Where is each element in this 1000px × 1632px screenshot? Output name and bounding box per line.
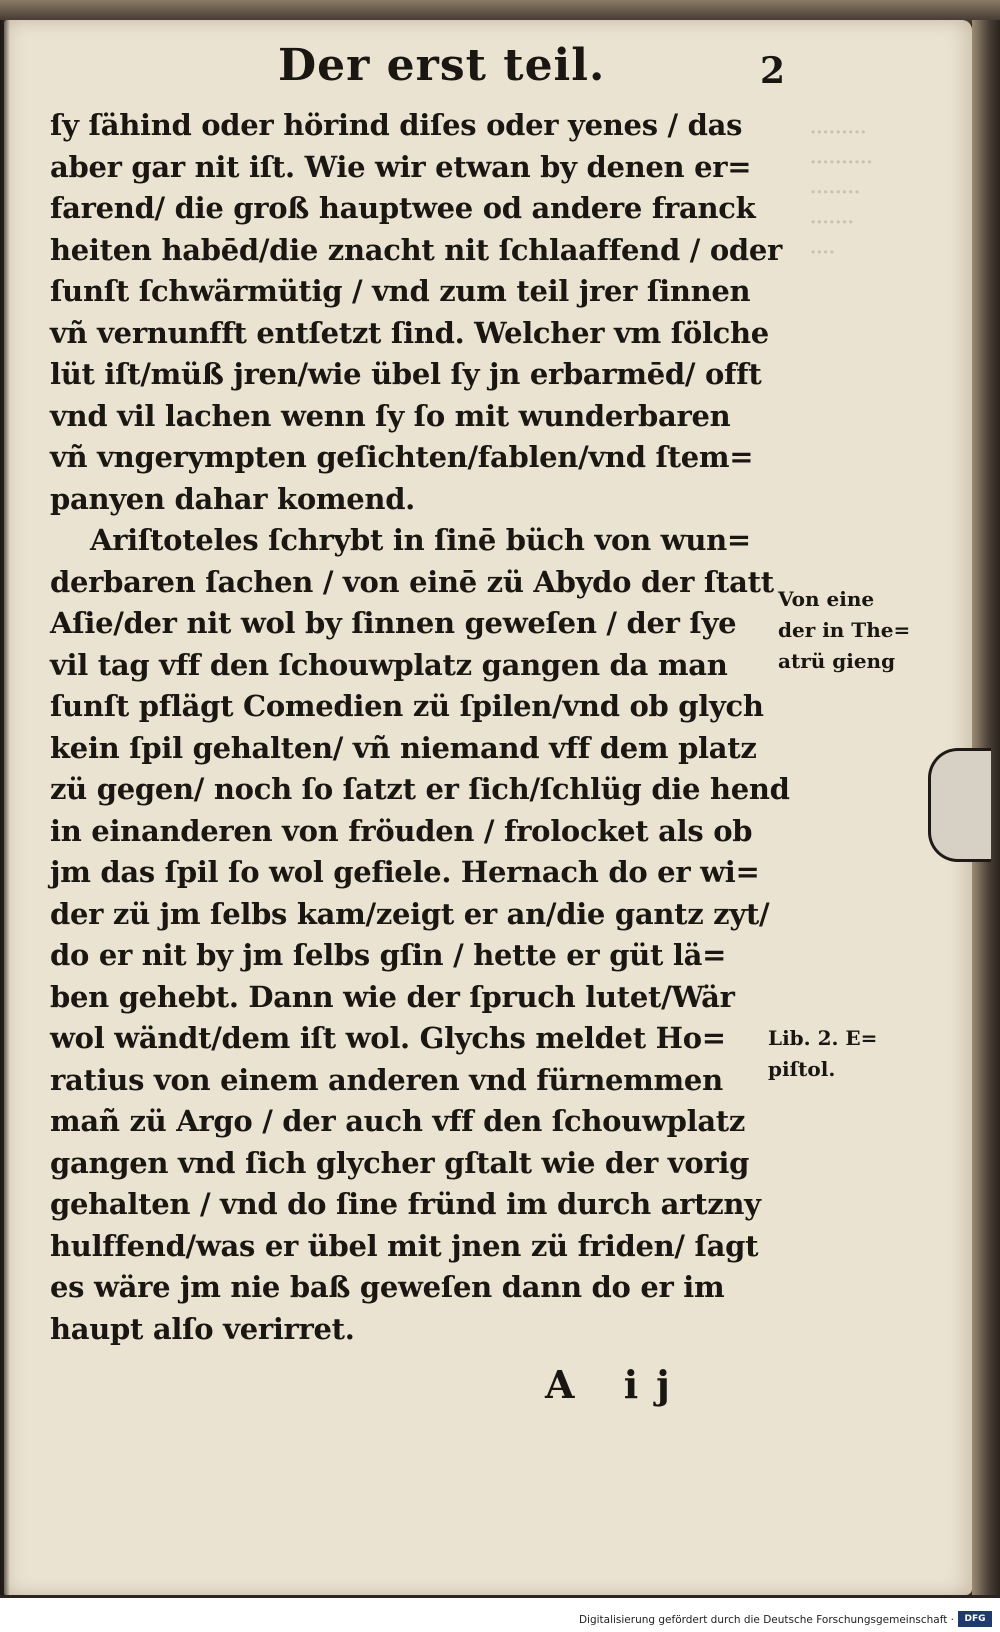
margin-note-line: Lib. 2. E= — [768, 1026, 878, 1050]
text-line: zü gegen/ noch ſo ſatzt er ſich/ſchlüg die hend — [50, 772, 790, 806]
text-line: haupt alſo verirret. — [50, 1311, 355, 1346]
text-line: lüt iſt/müß jren/wie übel ſy jn erbarmēd/ offt — [50, 357, 762, 391]
text-line: ſunſt ſchwärmütig / vnd zum teil jrer ſinnen — [50, 274, 751, 308]
text-line: panyen dahar komend. — [50, 481, 415, 516]
text-line: aber gar nit iſt. Wie wir etwan by denen er= — [50, 149, 752, 184]
bleed-through-text: ········· ·········· ········ ······· ···· — [810, 122, 873, 263]
text-line: farend/ die groß hauptwee od andere franck — [50, 191, 756, 225]
text-line: hulffend/was er übel mit jnen zü friden/ ſagt — [50, 1228, 759, 1263]
text-line: in einanderen von fröuden / frolocket als ob — [50, 813, 753, 848]
text-line: wol wändt/dem iſt wol. Glychs meldet Ho= — [50, 1021, 726, 1055]
text-line: gehalten / vnd do ſine fründ im durch artzny — [50, 1187, 761, 1221]
text-line: es wäre jm nie baß geweſen dann do er im — [50, 1270, 725, 1304]
text-line: vil tag vff den ſchouwplatz gangen da man — [50, 647, 728, 682]
body-text — [50, 105, 790, 1350]
running-title: Der erst teil. — [278, 40, 606, 91]
page-number: 2 — [760, 50, 786, 92]
text-line: ratius von einem anderen vnd fürnemmen — [50, 1062, 723, 1097]
text-line: do er nit by jm ſelbs gſin / hette er güt lä= — [50, 938, 727, 972]
margin-note-horace — [768, 1023, 877, 1085]
text-line: ſunſt pflägt Comedien zü ſpilen/vnd ob glych — [50, 689, 764, 723]
signature-mark: A ij — [545, 1362, 688, 1407]
margin-note-theatre — [778, 584, 910, 677]
book-gutter-shadow — [0, 20, 10, 1595]
text-line: ben gehebt. Dann wie der ſpruch lutet/Wär — [50, 979, 735, 1014]
text-line: gangen vnd ſich glycher gſtalt wie der vorig — [50, 1145, 750, 1180]
text-line: vñ vernunfft entſetzt ſind. Welcher vm ſölche — [50, 315, 769, 350]
margin-note-line: piſtol. — [768, 1057, 836, 1081]
text-line: der zü jm ſelbs kam/zeigt er an/die gantz zyt/ — [50, 896, 770, 931]
text-line: Aſie/der nit wol by ſinnen geweſen / der ſye — [50, 606, 737, 640]
digitization-credit: Digitalisierung gefördert durch die Deutsche Forschungsgemeinschaft · — [578, 1614, 954, 1626]
text-line: derbaren ſachen / von einē zü Abydo der ſtatt — [50, 564, 774, 599]
text-line: vnd vil lachen wenn ſy ſo mit wunderbaren — [50, 398, 731, 433]
text-line: vñ vngerympten geſichten/fablen/vnd ſtem= — [50, 440, 754, 474]
margin-note-line: Von eine — [778, 587, 875, 611]
text-line: jm das ſpil ſo wol gefiele. Hernach do er wi= — [50, 855, 760, 889]
text-line: kein ſpil gehalten/ vñ niemand vff dem platz — [50, 730, 757, 765]
text-line: Ariſtoteles ſchrybt in ſinē büch von wun= — [90, 523, 751, 557]
page-clip — [928, 748, 991, 862]
text-line: heiten habēd/die znacht nit ſchlaaffend / oder — [50, 232, 782, 267]
dfg-logo: DFG — [958, 1611, 992, 1627]
text-line: ſy ſähind oder hörind diſes oder yenes / das — [50, 108, 743, 142]
margin-note-line: atrü gieng — [778, 649, 896, 673]
text-line: mañ zü Argo / der auch vff den ſchouwplatz — [50, 1104, 746, 1138]
margin-note-line: der in The= — [778, 618, 911, 642]
